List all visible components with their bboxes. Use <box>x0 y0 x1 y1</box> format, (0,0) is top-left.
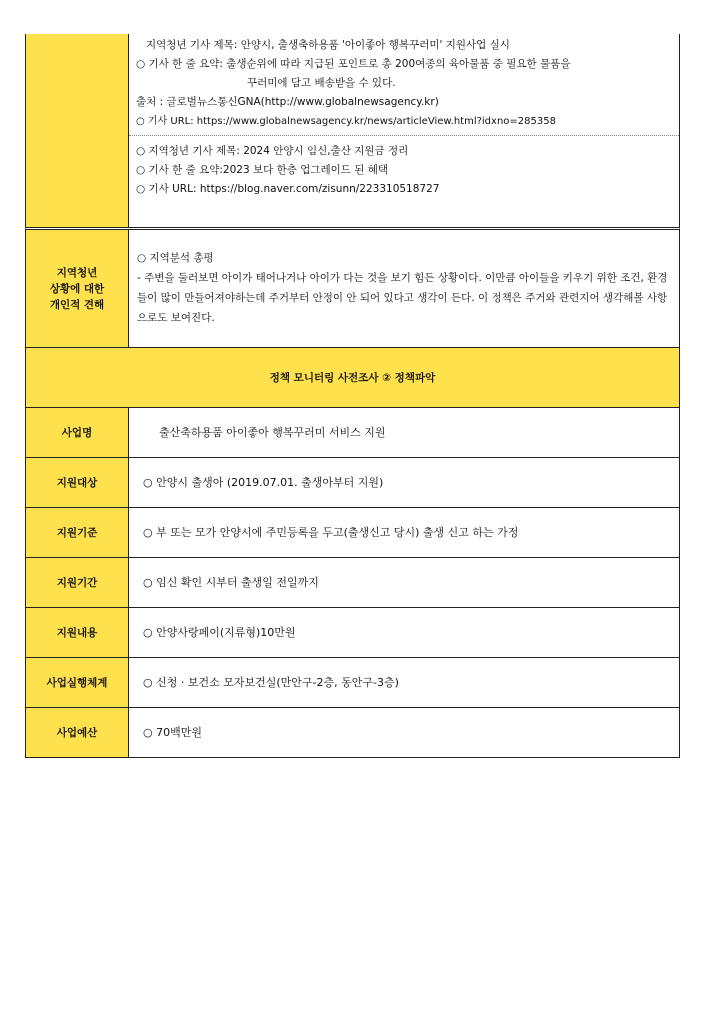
opinion-heading: ○ 지역분석 총평 <box>137 252 214 264</box>
table-row <box>25 508 680 558</box>
row-value: ○ 신청 · 보건소 모자보건실(만안구-2층, 동안구-3층) <box>143 676 399 689</box>
article1-summary: ○ 기사 한 줄 요약: 출생순위에 따라 지급된 포인트로 총 200여종의 육아물품 중 필요한 물품을 <box>136 58 571 70</box>
row-label: 지원내용 <box>26 608 129 657</box>
row-value: ○ 부 또는 모가 안양시에 주민등록을 두고(출생신고 당시) 출생 신고 하는 가정 <box>143 526 519 539</box>
opinion-body: - 주변을 둘러보면 아이가 태어나거나 아이가 다는 것을 보기 힘든 상황이다. 이만큼 아이들을 키우기 위한 조건, 환경들이 많이 만들어져야하는데 주거부터 안정이 안 되어 있다고 생각이 든다. 이 정책은 주거와 관련지어 생각해볼 사항으로도 보여진다. <box>137 272 668 324</box>
article2-url[interactable]: ○ 기사 URL: https://blog.naver.com/zisunn/223310518727 <box>136 183 440 195</box>
row-value: 출산축하용품 아이좋아 행복꾸러미 서비스 지원 <box>159 426 386 439</box>
article-row-label <box>26 34 129 227</box>
row-value: ○ 70백만원 <box>143 726 202 739</box>
section-banner: 정책 모니터링 사전조사 ② 정책파악 <box>25 348 680 408</box>
row-label: 지원기준 <box>26 508 129 557</box>
opinion-row <box>25 230 680 348</box>
article1-title: 지역청년 기사 제목: 안양시, 출생축하용품 '아이좋아 행복꾸러미' 지원사업 실시 <box>146 39 510 51</box>
table-row <box>25 708 680 758</box>
table-row <box>25 408 680 458</box>
row-value: ○ 임신 확인 시부터 출생일 전일까지 <box>143 576 319 589</box>
row-label: 사업실행체계 <box>26 658 129 707</box>
opinion-label-line: 개인적 견해 <box>49 298 105 311</box>
opinion-label <box>26 230 129 347</box>
article-divider <box>129 135 679 136</box>
article-cell <box>129 34 679 227</box>
article1-url[interactable]: ○ 기사 URL: https://www.globalnewsagency.kr/news/articleView.html?idxno=285358 <box>136 116 556 127</box>
opinion-label-line: 지역청년 <box>56 266 98 279</box>
row-label: 지원대상 <box>26 458 129 507</box>
table-row <box>25 608 680 658</box>
opinion-label-line: 상황에 대한 <box>49 282 105 295</box>
table-row <box>25 658 680 708</box>
article1-source: 출처 : 글로벌뉴스통신GNA(http://www.globalnewsagency.kr) <box>136 96 439 108</box>
row-value: ○ 안양사랑페이(지류형)10만원 <box>143 626 296 639</box>
article2-title: ○ 지역청년 기사 제목: 2024 안양시 임신,출산 지원금 정리 <box>136 145 409 157</box>
policy-table <box>25 34 680 758</box>
row-label: 지원기간 <box>26 558 129 607</box>
row-label: 사업명 <box>26 408 129 457</box>
row-label: 사업예산 <box>26 708 129 757</box>
table-row <box>25 458 680 508</box>
article1-summary-cont: 꾸러미에 담고 배송받을 수 있다. <box>247 77 396 89</box>
row-value: ○ 안양시 출생아 (2019.07.01. 출생아부터 지원) <box>143 476 384 489</box>
opinion-cell <box>129 230 679 347</box>
article2-summary: ○ 기사 한 줄 요약:2023 보다 한층 업그레이드 된 혜택 <box>136 164 389 176</box>
article-row <box>25 34 680 230</box>
table-row <box>25 558 680 608</box>
